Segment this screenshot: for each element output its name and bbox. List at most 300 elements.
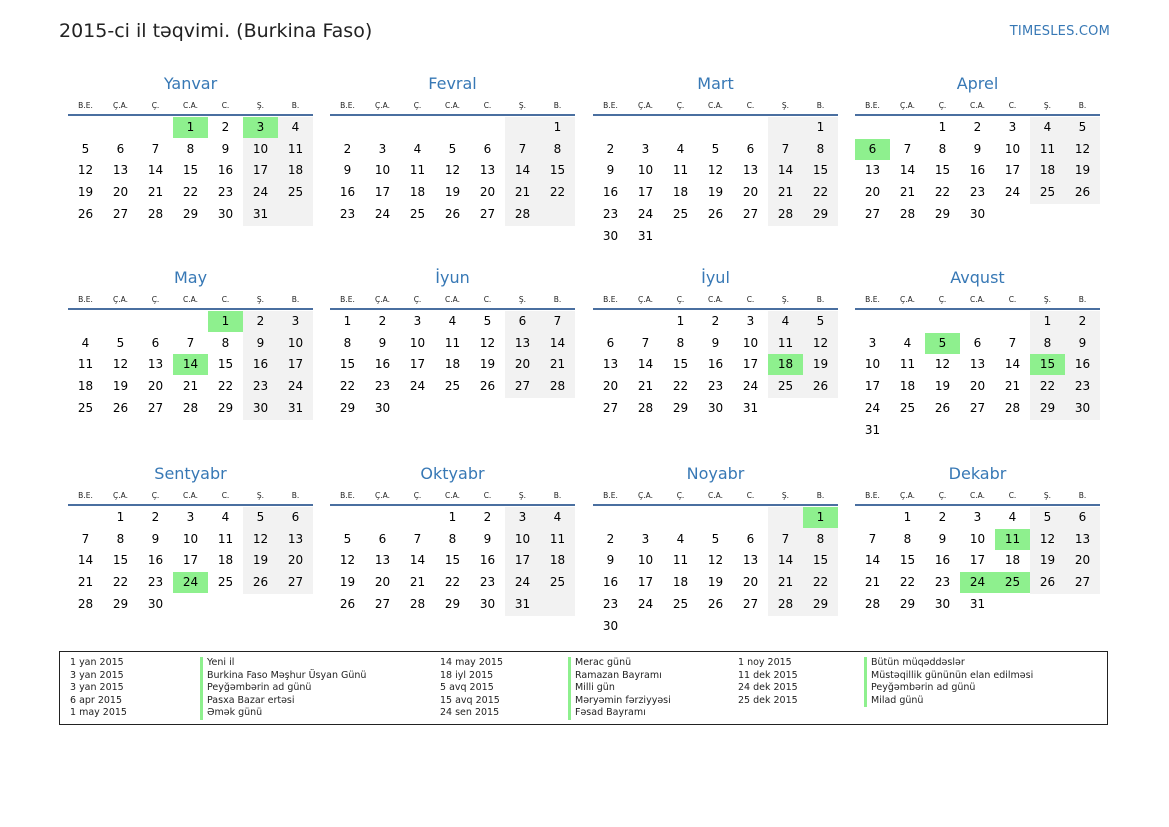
legend-date: 1 may 2015 bbox=[70, 707, 127, 719]
day-cell: 19 bbox=[812, 357, 829, 372]
day-cell: 19 bbox=[1074, 163, 1091, 178]
day-cell: 27 bbox=[864, 206, 881, 221]
day-cell: 30 bbox=[479, 596, 496, 611]
day-cell: 26 bbox=[252, 575, 269, 590]
day-cell: 10 bbox=[637, 163, 654, 178]
day-cell: 17 bbox=[1004, 163, 1021, 178]
day-cell: 18 bbox=[444, 357, 461, 372]
day-cell: 4 bbox=[1043, 120, 1052, 134]
month-name: Avqust bbox=[950, 268, 1005, 287]
day-cell: 24 bbox=[252, 185, 269, 200]
day-cell: 10 bbox=[514, 531, 531, 546]
day-cell: 27 bbox=[1074, 575, 1091, 590]
day-cell: 16 bbox=[479, 553, 496, 568]
legend-holiday-name: Məryəmin fərziyyəsi bbox=[568, 695, 671, 708]
day-cell: 22 bbox=[1039, 379, 1056, 394]
day-cell: 16 bbox=[934, 553, 951, 568]
day-cell: 29 bbox=[1039, 400, 1056, 415]
legend-date-column bbox=[440, 657, 503, 720]
day-cell: 20 bbox=[147, 379, 164, 394]
day-cell: 29 bbox=[112, 596, 129, 611]
day-cell: 23 bbox=[602, 206, 619, 221]
site-logo[interactable]: TIMESLES.COM bbox=[1009, 24, 1110, 39]
weekday-header: Ç. bbox=[676, 295, 685, 304]
weekday-header: Ç. bbox=[938, 491, 947, 500]
weekday-header: Ş. bbox=[781, 101, 790, 110]
day-cell: 10 bbox=[182, 531, 199, 546]
weekday-header: Ç. bbox=[676, 101, 685, 110]
day-cell: 20 bbox=[742, 185, 759, 200]
day-cell: 7 bbox=[903, 141, 912, 156]
day-cell: 27 bbox=[514, 379, 531, 394]
day-cell: 10 bbox=[287, 335, 304, 350]
day-cell: 26 bbox=[444, 206, 461, 221]
day-cell: 15 bbox=[182, 163, 199, 178]
day-cell: 12 bbox=[707, 553, 724, 568]
day-cell: 17 bbox=[742, 357, 759, 372]
legend-holiday-name: Merac günü bbox=[568, 657, 671, 670]
holiday-day-cell: 25 bbox=[995, 572, 1030, 593]
day-cell: 12 bbox=[444, 163, 461, 178]
day-cell: 31 bbox=[969, 596, 986, 611]
day-cell: 29 bbox=[217, 400, 234, 415]
day-cell: 29 bbox=[812, 596, 829, 611]
day-cell: 9 bbox=[256, 335, 265, 350]
day-cell: 16 bbox=[217, 163, 234, 178]
month-name: Fevral bbox=[428, 74, 477, 93]
weekday-header: C. bbox=[221, 101, 230, 110]
day-cell: 3 bbox=[378, 141, 387, 156]
legend-holiday-name: Milad günü bbox=[864, 695, 1033, 708]
day-cell: 15 bbox=[217, 357, 234, 372]
day-cell: 5 bbox=[343, 531, 352, 546]
legend-date: 18 iyl 2015 bbox=[440, 669, 494, 681]
weekday-header: B.E. bbox=[865, 491, 880, 500]
day-cell: 21 bbox=[77, 575, 94, 590]
legend-holiday-name: Milli gün bbox=[568, 682, 671, 695]
day-cell: 6 bbox=[746, 531, 755, 546]
day-cell: 1 bbox=[903, 510, 912, 524]
day-cell: 23 bbox=[217, 185, 234, 200]
day-cell: 14 bbox=[549, 335, 566, 350]
day-cell: 28 bbox=[147, 206, 164, 221]
legend-name-column bbox=[200, 657, 366, 720]
weekday-header: C. bbox=[1008, 101, 1017, 110]
day-cell: 25 bbox=[549, 575, 566, 590]
day-cell: 4 bbox=[291, 120, 300, 134]
day-cell: 25 bbox=[287, 185, 304, 200]
day-cell: 22 bbox=[182, 185, 199, 200]
weekday-header: B. bbox=[816, 101, 825, 110]
day-cell: 8 bbox=[553, 141, 562, 156]
day-cell: 21 bbox=[549, 357, 566, 372]
day-cell: 6 bbox=[483, 141, 492, 156]
day-cell: 26 bbox=[934, 400, 951, 415]
month-divider bbox=[593, 308, 838, 310]
day-cell: 4 bbox=[1008, 510, 1017, 524]
month-divider bbox=[593, 504, 838, 506]
day-cell: 3 bbox=[518, 510, 527, 524]
day-cell: 7 bbox=[151, 141, 160, 156]
holiday-day-cell: 1 bbox=[173, 117, 208, 138]
weekday-header: Ş. bbox=[256, 101, 265, 110]
month-name: İyul bbox=[701, 268, 730, 287]
month-divider bbox=[330, 308, 575, 310]
day-cell: 31 bbox=[742, 400, 759, 415]
day-cell: 28 bbox=[1004, 400, 1021, 415]
day-cell: 21 bbox=[899, 185, 916, 200]
legend-holiday-name: Ramazan Bayramı bbox=[568, 670, 671, 683]
day-cell: 27 bbox=[287, 575, 304, 590]
day-cell: 22 bbox=[672, 379, 689, 394]
day-cell: 15 bbox=[549, 163, 566, 178]
day-cell: 18 bbox=[77, 379, 94, 394]
day-cell: 20 bbox=[864, 185, 881, 200]
legend-date: 11 dek 2015 bbox=[738, 669, 798, 681]
day-cell: 11 bbox=[899, 357, 916, 372]
day-cell: 21 bbox=[864, 575, 881, 590]
weekday-header: Ç.A. bbox=[374, 295, 390, 304]
day-cell: 6 bbox=[378, 531, 387, 546]
weekday-header: C. bbox=[483, 491, 492, 500]
weekday-header: Ç.A. bbox=[374, 491, 390, 500]
day-cell: 23 bbox=[479, 575, 496, 590]
day-cell: 17 bbox=[969, 553, 986, 568]
legend-holiday-name: Əmək günü bbox=[200, 707, 366, 720]
legend-holiday-name: Peyğəmbərin ad günü bbox=[200, 682, 366, 695]
day-cell: 13 bbox=[864, 163, 881, 178]
weekday-header: C. bbox=[483, 101, 492, 110]
day-cell: 30 bbox=[969, 206, 986, 221]
day-cell: 19 bbox=[707, 185, 724, 200]
day-cell: 20 bbox=[287, 553, 304, 568]
day-cell: 12 bbox=[479, 335, 496, 350]
month-name: Dekabr bbox=[948, 464, 1007, 483]
day-cell: 8 bbox=[816, 531, 825, 546]
day-cell: 14 bbox=[409, 553, 426, 568]
day-cell: 18 bbox=[1004, 553, 1021, 568]
day-cell: 20 bbox=[969, 379, 986, 394]
day-cell: 14 bbox=[77, 553, 94, 568]
day-cell: 11 bbox=[777, 335, 794, 350]
weekday-header: C.A. bbox=[444, 101, 460, 110]
legend-date: 15 avq 2015 bbox=[440, 694, 500, 706]
day-cell: 8 bbox=[448, 531, 457, 546]
day-cell: 4 bbox=[553, 510, 562, 524]
day-cell: 21 bbox=[147, 185, 164, 200]
holiday-day-cell: 1 bbox=[208, 311, 243, 332]
weekday-header: B. bbox=[291, 295, 300, 304]
weekday-header: C.A. bbox=[182, 295, 198, 304]
day-cell: 22 bbox=[812, 575, 829, 590]
weekday-header: Ş. bbox=[518, 295, 527, 304]
day-cell: 7 bbox=[518, 141, 527, 156]
day-cell: 11 bbox=[409, 163, 426, 178]
day-cell: 8 bbox=[186, 141, 195, 156]
day-cell: 28 bbox=[409, 596, 426, 611]
day-cell: 1 bbox=[343, 314, 352, 328]
day-cell: 24 bbox=[409, 379, 426, 394]
day-cell: 25 bbox=[409, 206, 426, 221]
day-cell: 2 bbox=[378, 314, 387, 328]
day-cell: 21 bbox=[409, 575, 426, 590]
day-cell: 25 bbox=[444, 379, 461, 394]
day-cell: 4 bbox=[221, 510, 230, 524]
day-cell: 24 bbox=[637, 206, 654, 221]
month-divider bbox=[330, 114, 575, 116]
day-cell: 23 bbox=[1074, 379, 1091, 394]
weekday-header: C.A. bbox=[707, 491, 723, 500]
day-cell: 5 bbox=[816, 314, 825, 328]
day-cell: 31 bbox=[637, 228, 654, 243]
weekday-header: B.E. bbox=[340, 295, 355, 304]
day-cell: 4 bbox=[81, 335, 90, 350]
day-cell: 3 bbox=[641, 141, 650, 156]
month-name: Aprel bbox=[956, 74, 999, 93]
day-cell: 13 bbox=[514, 335, 531, 350]
legend-date: 1 yan 2015 bbox=[70, 657, 124, 668]
weekday-header: Ç.A. bbox=[112, 101, 128, 110]
weekday-header: Ç.A. bbox=[112, 491, 128, 500]
holiday-legend bbox=[59, 651, 1108, 725]
day-cell: 5 bbox=[81, 141, 90, 156]
day-cell: 15 bbox=[112, 553, 129, 568]
day-cell: 29 bbox=[812, 206, 829, 221]
legend-date-column bbox=[738, 657, 798, 707]
day-cell: 29 bbox=[182, 206, 199, 221]
day-cell: 31 bbox=[287, 400, 304, 415]
day-cell: 22 bbox=[339, 379, 356, 394]
legend-date: 6 apr 2015 bbox=[70, 694, 123, 706]
weekday-header: B. bbox=[553, 295, 562, 304]
day-cell: 17 bbox=[514, 553, 531, 568]
weekday-header: Ş. bbox=[781, 295, 790, 304]
day-cell: 5 bbox=[483, 314, 492, 328]
day-cell: 8 bbox=[676, 335, 685, 350]
day-cell: 28 bbox=[514, 206, 531, 221]
day-cell: 9 bbox=[221, 141, 230, 156]
legend-name-column bbox=[864, 657, 1033, 707]
day-cell: 13 bbox=[1074, 531, 1091, 546]
day-cell: 5 bbox=[448, 141, 457, 156]
holiday-day-cell: 24 bbox=[960, 572, 995, 593]
day-cell: 11 bbox=[287, 141, 304, 156]
legend-date: 25 dek 2015 bbox=[738, 694, 798, 706]
day-cell: 17 bbox=[409, 357, 426, 372]
day-cell: 20 bbox=[602, 379, 619, 394]
weekday-header: Ç. bbox=[676, 491, 685, 500]
weekday-header: Ş. bbox=[518, 101, 527, 110]
day-cell: 9 bbox=[606, 163, 615, 178]
day-cell: 13 bbox=[287, 531, 304, 546]
day-cell: 23 bbox=[252, 379, 269, 394]
day-cell: 23 bbox=[934, 575, 951, 590]
day-cell: 16 bbox=[252, 357, 269, 372]
weekday-header: Ç.A. bbox=[899, 101, 915, 110]
day-cell: 13 bbox=[147, 357, 164, 372]
weekday-header: C.A. bbox=[969, 101, 985, 110]
day-cell: 29 bbox=[672, 400, 689, 415]
day-cell: 7 bbox=[868, 531, 877, 546]
weekday-header: B.E. bbox=[78, 101, 93, 110]
weekday-header: C. bbox=[1008, 295, 1017, 304]
day-cell: 8 bbox=[816, 141, 825, 156]
holiday-day-cell: 5 bbox=[925, 333, 960, 354]
day-cell: 27 bbox=[374, 596, 391, 611]
day-cell: 2 bbox=[221, 120, 230, 134]
day-cell: 5 bbox=[711, 141, 720, 156]
weekday-header: B. bbox=[1078, 101, 1087, 110]
day-cell: 22 bbox=[444, 575, 461, 590]
day-cell: 18 bbox=[672, 575, 689, 590]
day-cell: 27 bbox=[112, 206, 129, 221]
day-cell: 1 bbox=[938, 120, 947, 134]
month-name: Yanvar bbox=[163, 74, 218, 93]
day-cell: 21 bbox=[777, 575, 794, 590]
weekday-header: C. bbox=[1008, 491, 1017, 500]
month-divider bbox=[330, 504, 575, 506]
day-cell: 10 bbox=[742, 335, 759, 350]
day-cell: 27 bbox=[147, 400, 164, 415]
day-cell: 18 bbox=[409, 185, 426, 200]
day-cell: 4 bbox=[676, 141, 685, 156]
day-cell: 8 bbox=[1043, 335, 1052, 350]
weekday-header: B. bbox=[816, 295, 825, 304]
day-cell: 26 bbox=[1039, 575, 1056, 590]
legend-date: 24 dek 2015 bbox=[738, 682, 798, 694]
day-cell: 9 bbox=[606, 553, 615, 568]
weekday-header: Ç.A. bbox=[899, 295, 915, 304]
day-cell: 15 bbox=[934, 163, 951, 178]
day-cell: 3 bbox=[973, 510, 982, 524]
weekday-header: C.A. bbox=[182, 101, 198, 110]
day-cell: 12 bbox=[77, 163, 94, 178]
day-cell: 4 bbox=[903, 335, 912, 350]
weekday-header: Ç.A. bbox=[637, 491, 653, 500]
weekday-header: Ç. bbox=[413, 491, 422, 500]
month-divider bbox=[68, 504, 313, 506]
month-divider bbox=[68, 308, 313, 310]
day-cell: 6 bbox=[973, 335, 982, 350]
weekday-header: B.E. bbox=[340, 101, 355, 110]
day-cell: 2 bbox=[151, 510, 160, 524]
day-cell: 18 bbox=[1039, 163, 1056, 178]
day-cell: 19 bbox=[252, 553, 269, 568]
day-cell: 12 bbox=[339, 553, 356, 568]
day-cell: 26 bbox=[77, 206, 94, 221]
month-divider bbox=[855, 114, 1100, 116]
day-cell: 23 bbox=[339, 206, 356, 221]
day-cell: 11 bbox=[444, 335, 461, 350]
holiday-day-cell: 14 bbox=[173, 354, 208, 375]
holiday-day-cell: 3 bbox=[243, 117, 278, 138]
day-cell: 10 bbox=[969, 531, 986, 546]
day-cell: 12 bbox=[1074, 141, 1091, 156]
day-cell: 5 bbox=[116, 335, 125, 350]
day-cell: 2 bbox=[711, 314, 720, 328]
day-cell: 23 bbox=[969, 185, 986, 200]
weekday-header: Ş. bbox=[1043, 491, 1052, 500]
day-cell: 22 bbox=[899, 575, 916, 590]
day-cell: 25 bbox=[672, 206, 689, 221]
weekday-header: Ş. bbox=[1043, 101, 1052, 110]
day-cell: 5 bbox=[1043, 510, 1052, 524]
day-cell: 25 bbox=[217, 575, 234, 590]
day-cell: 30 bbox=[1074, 400, 1091, 415]
day-cell: 7 bbox=[781, 531, 790, 546]
day-cell: 18 bbox=[217, 553, 234, 568]
day-cell: 27 bbox=[742, 206, 759, 221]
day-cell: 5 bbox=[1078, 120, 1087, 134]
weekday-header: B. bbox=[553, 101, 562, 110]
day-cell: 13 bbox=[742, 163, 759, 178]
day-cell: 19 bbox=[112, 379, 129, 394]
month-name: Sentyabr bbox=[154, 464, 227, 483]
day-cell: 30 bbox=[252, 400, 269, 415]
day-cell: 9 bbox=[973, 141, 982, 156]
day-cell: 20 bbox=[742, 575, 759, 590]
day-cell: 20 bbox=[374, 575, 391, 590]
legend-date: 5 avq 2015 bbox=[440, 682, 494, 694]
weekday-header: B.E. bbox=[78, 295, 93, 304]
day-cell: 28 bbox=[777, 206, 794, 221]
day-cell: 7 bbox=[413, 531, 422, 546]
day-cell: 1 bbox=[553, 120, 562, 134]
day-cell: 22 bbox=[217, 379, 234, 394]
weekday-header: C. bbox=[483, 295, 492, 304]
day-cell: 10 bbox=[374, 163, 391, 178]
day-cell: 9 bbox=[378, 335, 387, 350]
day-cell: 20 bbox=[479, 185, 496, 200]
day-cell: 15 bbox=[812, 553, 829, 568]
day-cell: 2 bbox=[938, 510, 947, 524]
day-cell: 23 bbox=[707, 379, 724, 394]
month-name: Noyabr bbox=[686, 464, 745, 483]
day-cell: 29 bbox=[339, 400, 356, 415]
weekday-header: B.E. bbox=[603, 491, 618, 500]
weekday-header: Ş. bbox=[1043, 295, 1052, 304]
day-cell: 23 bbox=[374, 379, 391, 394]
weekday-header: C.A. bbox=[707, 295, 723, 304]
weekday-header: Ç. bbox=[151, 101, 160, 110]
day-cell: 21 bbox=[514, 185, 531, 200]
day-cell: 16 bbox=[1074, 357, 1091, 372]
day-cell: 18 bbox=[899, 379, 916, 394]
day-cell: 6 bbox=[606, 335, 615, 350]
weekday-header: Ç. bbox=[413, 101, 422, 110]
day-cell: 2 bbox=[483, 510, 492, 524]
weekday-header: B. bbox=[1078, 491, 1087, 500]
day-cell: 1 bbox=[1043, 314, 1052, 328]
holiday-day-cell: 1 bbox=[803, 507, 838, 528]
day-cell: 3 bbox=[186, 510, 195, 524]
day-cell: 29 bbox=[934, 206, 951, 221]
day-cell: 19 bbox=[339, 575, 356, 590]
weekday-header: C.A. bbox=[182, 491, 198, 500]
weekday-header: C.A. bbox=[969, 295, 985, 304]
day-cell: 30 bbox=[707, 400, 724, 415]
day-cell: 7 bbox=[781, 141, 790, 156]
legend-date: 3 yan 2015 bbox=[70, 669, 124, 681]
day-cell: 21 bbox=[777, 185, 794, 200]
day-cell: 16 bbox=[707, 357, 724, 372]
legend-date: 24 sen 2015 bbox=[440, 707, 500, 719]
day-cell: 11 bbox=[217, 531, 234, 546]
day-cell: 3 bbox=[641, 531, 650, 546]
month-divider bbox=[68, 114, 313, 116]
month-name: Oktyabr bbox=[420, 464, 485, 483]
day-cell: 16 bbox=[339, 185, 356, 200]
